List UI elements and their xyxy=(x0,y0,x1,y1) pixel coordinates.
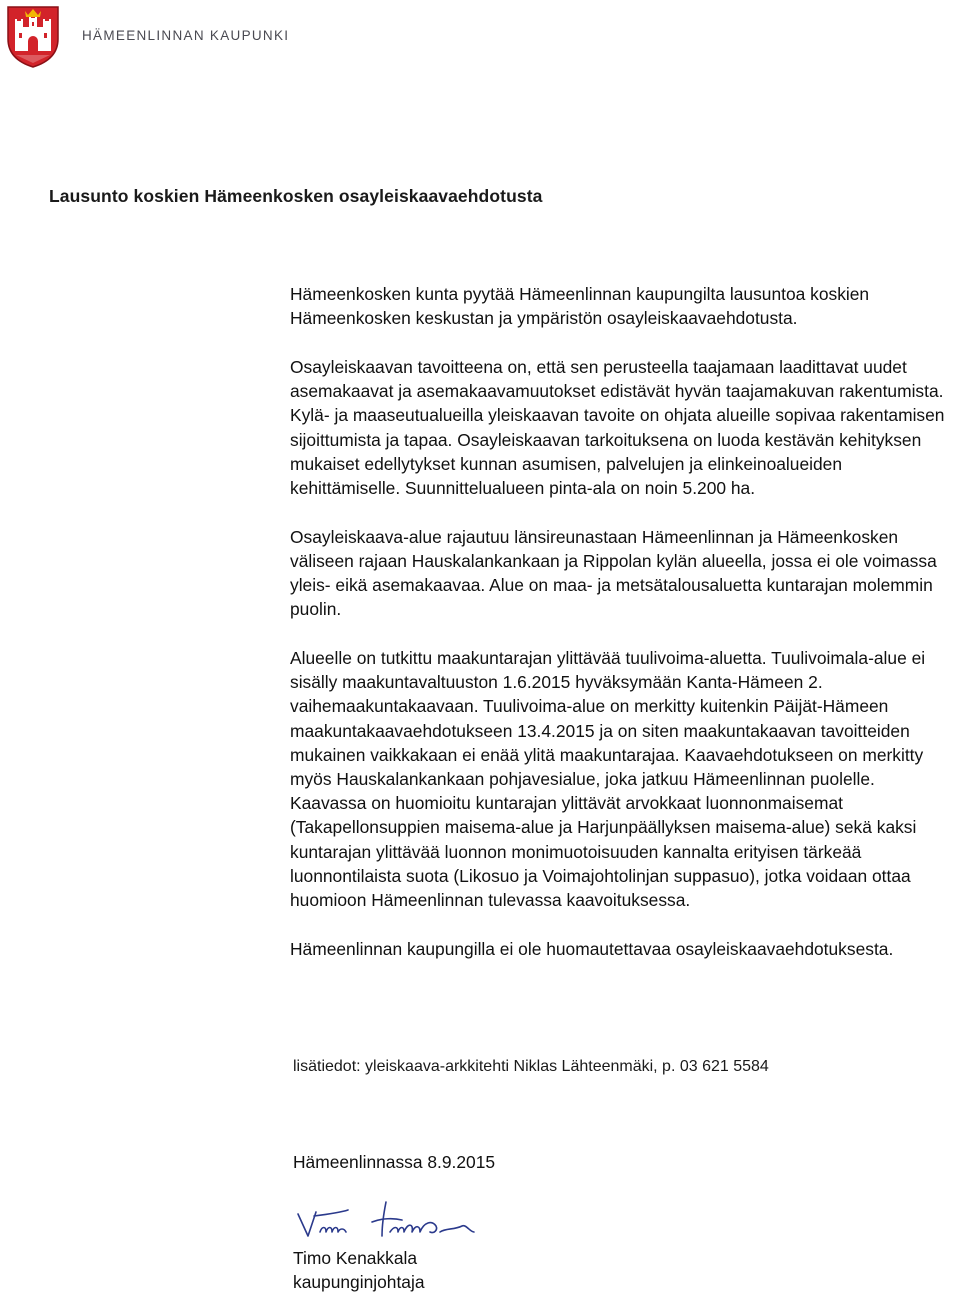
signer-block xyxy=(293,1246,425,1294)
city-coat-of-arms-icon xyxy=(6,5,60,69)
paragraph-request: Hämeenkosken kunta pyytää Hämeenlinnan kaupungilta lausuntoa koskien Hämeenkosken keskustan ja ympäristön osayleiskaavaehdotusta. xyxy=(290,284,870,329)
paragraph-conclusion: Hämeenlinnan kaupungilla ei ole huomautettavaa osayleiskaavaehdotuksesta. xyxy=(290,938,894,959)
letterhead xyxy=(6,4,289,70)
date-place: Hämeenlinnassa 8.9.2015 xyxy=(293,1152,496,1172)
paragraph-wind-power: Alueelle on tutkittu maakuntarajan ylittävää tuulivoima-aluetta. Tuulivoimala-alue ei sisälly maakuntavaltuuston 1.6.2015 hyväksymään Kanta-Hämeen 2. vaihemaakuntakaavaan. Tuulivoima-alue on merkitty kuitenkin Päijät-Hämeen maakuntakaavaehdotukseen 13.4.2015 ja on siten maakuntakaavan tavoitteiden mukainen vaikkakaan ei enää ylitä maakuntarajaa. Kaavaehdotukseen on merkitty myös Hauskalankankaan pohjavesialue, joka jatkuu Hämeenlinnan puolelle. Kaavassa on huomioitu kuntarajan ylittävät arvokkaat luonnonmaisemat (Takapellonsuppien maisema-alue ja Harjunpäällyksen maisema-alue) sekä kaksi kuntarajan ylittävää luonnon monimuotoisuuden kannalta erityisen tärkeää luonnontilaista suota (Likosuo ja Voimajohtolinjan suppasuo), jotka voidaan ottaa huomioon Hämeenlinnan tulevassa kaavoituksessa. xyxy=(290,647,926,910)
signer-title: kaupunginjohtaja xyxy=(293,1272,425,1292)
paragraph-objectives: Osayleiskaavan tavoitteena on, että sen perusteella taajamaan laadittavat uudet asemakaavat ja asemakaavamuutokset edistävät hyvän taajamakuvan rakentumista. Kylä- ja maaseutualueilla yleiskaavan tavoite on ohjata alueille sopivaa rakentamisen sijoittumista ja tapaa. Osayleiskaavan tarkoituksena on luoda kestävän kehityksen mukaiset edellytykset kunnan asumisen, palvelujen ja elinkeinoalueiden kehittämiselle. Suunnittelualueen pinta-ala on noin 5.200 ha. xyxy=(290,356,945,498)
letter-body xyxy=(290,282,954,985)
handwritten-signature xyxy=(290,1192,490,1247)
organization-name: HÄMEENLINNAN KAUPUNKI xyxy=(82,27,290,43)
signer-name: Timo Kenakkala xyxy=(293,1248,418,1268)
document-title: Lausunto koskien Hämeenkosken osayleiskaavaehdotusta xyxy=(49,186,543,206)
contact-info: lisätiedot: yleiskaava-arkkitehti Niklas Lähteenmäki, p. 03 621 5584 xyxy=(293,1058,769,1075)
paragraph-boundary: Osayleiskaava-alue rajautuu länsireunastaan Hämeenlinnan ja Hämeenkosken väliseen rajaan Hauskalankankaan ja Rippolan kylän alueella, jossa ei ole voimassa yleis- eikä asemakaavaa. Alue on maa- ja metsätalousaluetta kuntarajan molemmin puolin. xyxy=(290,526,937,620)
